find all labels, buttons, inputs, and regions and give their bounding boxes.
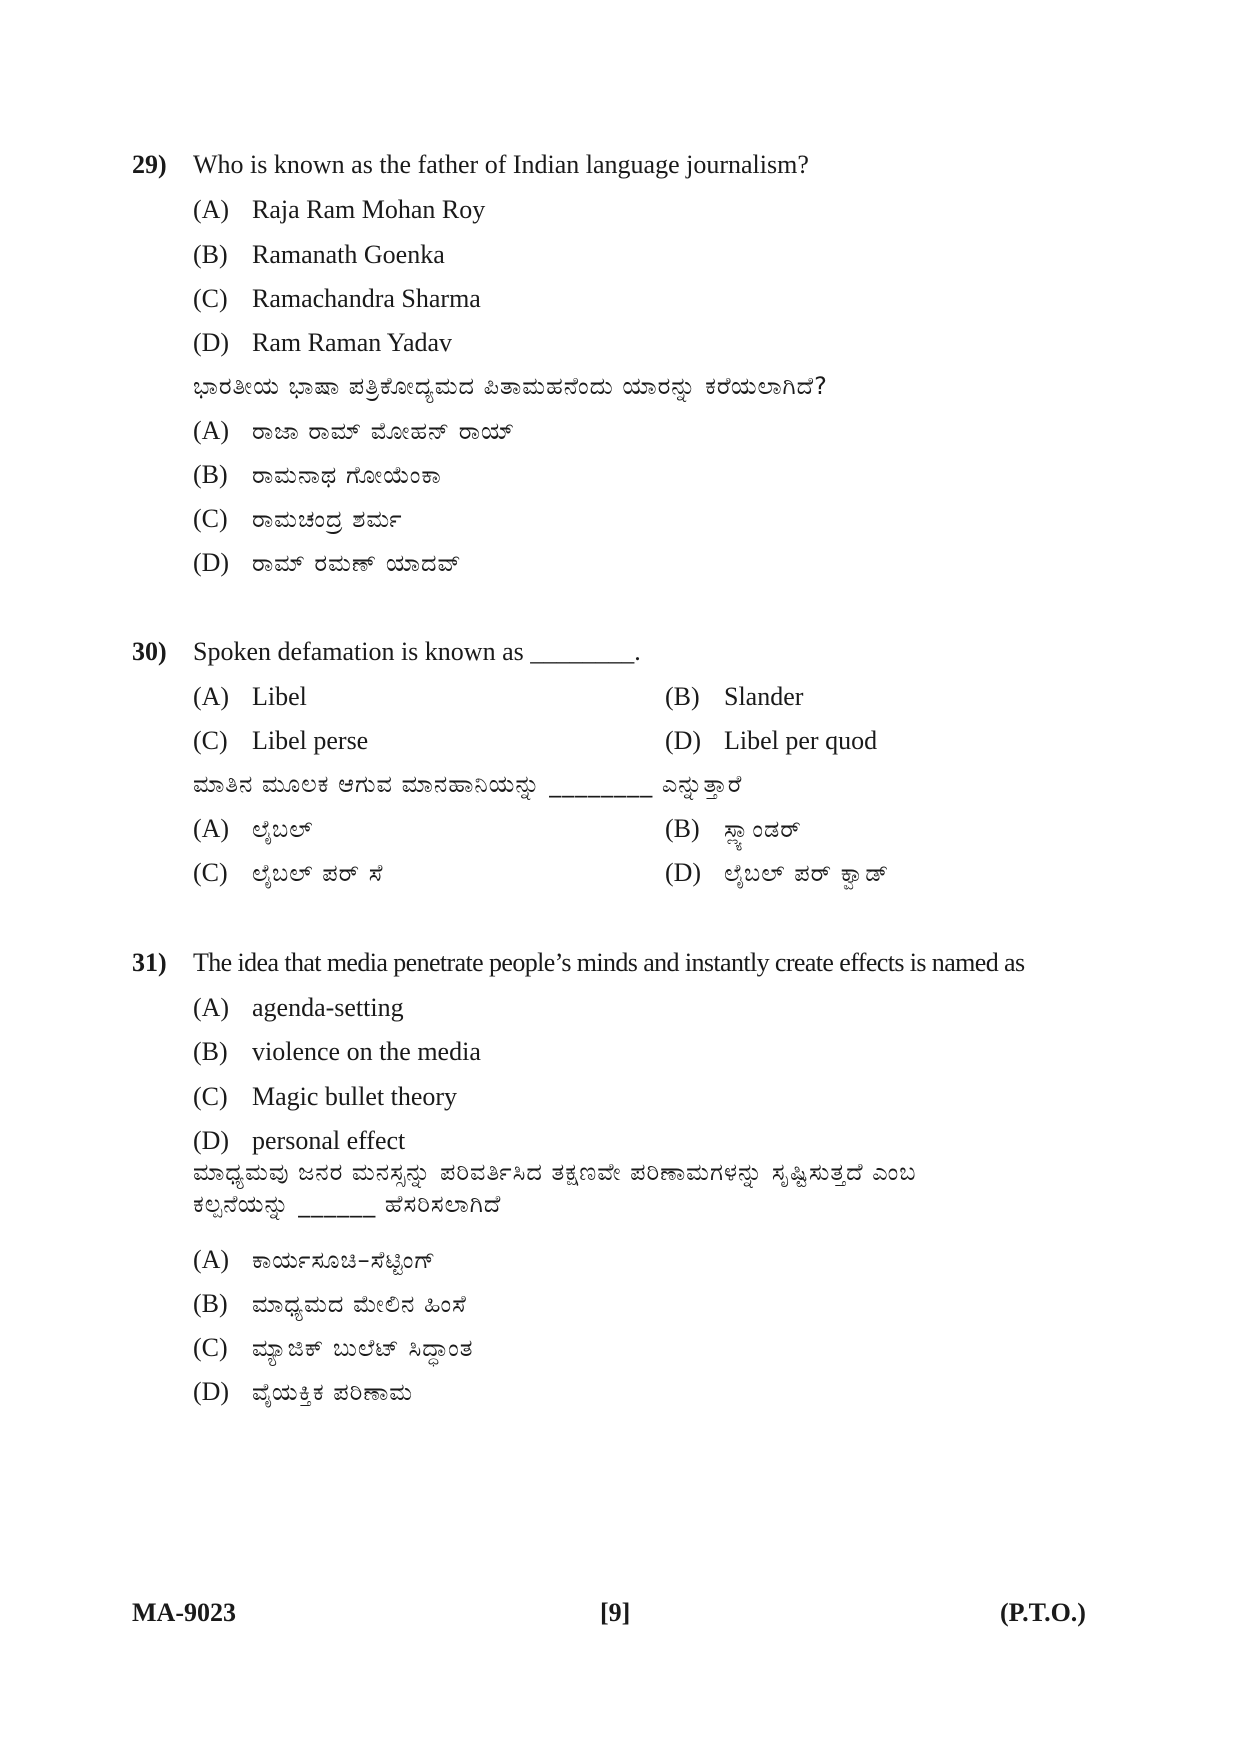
option-label: (C) xyxy=(193,284,228,313)
option-text: ಸ್ಲ್ಯಾಂಡರ್ xyxy=(724,815,802,843)
kannada-text: ಭಾರತೀಯ ಭಾಷಾ ಪತ್ರಿಕೋದ್ಯಮದ ಪಿತಾಮಹನೆಂದು ಯಾರನ್ನು ಕರೆಯಲಾಗಿದೆ? xyxy=(193,372,828,400)
option-label: (A) xyxy=(193,1245,230,1274)
option-label: (D) xyxy=(193,1126,230,1155)
kannada-text: ಮಾಧ್ಯಮವು ಜನರ ಮನಸ್ಸನ್ನು ಪರಿವರ್ತಿಸಿದ ತಕ್ಷಣವೇ ಪರಿಣಾಮಗಳನ್ನು ಸೃಷ್ಟಿಸುತ್ತದೆ ಎಂಬ xyxy=(193,1158,917,1186)
option-text: personal effect xyxy=(252,1126,406,1155)
kannada-text: ಮಾತಿನ ಮೂಲಕ ಆಗುವ ಮಾನಹಾನಿಯನ್ನು ________ ಎನ್ನುತ್ತಾರೆ xyxy=(193,770,743,798)
question-text: Spoken defamation is known as ________. xyxy=(193,637,641,666)
option-label: (D) xyxy=(193,548,230,577)
option-label: (B) xyxy=(193,460,228,489)
option-label: (B) xyxy=(193,1037,228,1066)
option-label: (D) xyxy=(193,328,230,357)
option-text: ಲೈಬಲ್ ಪರ್ ಕ್ವಾಡ್ xyxy=(724,859,890,887)
option-label: (B) xyxy=(193,1289,228,1318)
option-label: (A) xyxy=(193,993,230,1022)
option-text: violence on the media xyxy=(252,1037,481,1066)
question-text: The idea that media penetrate people’s minds and instantly create effects is named as xyxy=(193,948,1025,977)
option-text: ರಾಮನಾಥ ಗೋಯೆಂಕಾ xyxy=(252,461,442,489)
option-label: (A) xyxy=(193,195,230,224)
paper-code: MA-9023 xyxy=(132,1598,236,1627)
option-text: ಕಾರ್ಯಸೂಚಿ–ಸೆಟ್ಟಿಂಗ್ xyxy=(252,1246,437,1274)
question-number: 29) xyxy=(132,150,167,179)
option-label: (A) xyxy=(193,814,230,843)
option-label: (B) xyxy=(665,682,700,711)
option-text: ಲೈಬಲ್ xyxy=(252,815,314,843)
option-text: Ram Raman Yadav xyxy=(252,328,453,357)
option-label: (C) xyxy=(193,1333,228,1362)
question-number: 30) xyxy=(132,637,167,666)
option-label: (D) xyxy=(193,1377,230,1406)
option-label: (A) xyxy=(193,416,230,445)
option-label: (B) xyxy=(193,240,228,269)
option-text: ರಾಜಾ ರಾಮ್ ಮೋಹನ್ ರಾಯ್ xyxy=(252,417,516,445)
option-text: Libel xyxy=(252,682,307,711)
option-text: Ramanath Goenka xyxy=(252,240,445,269)
question-text: Who is known as the father of Indian language journalism? xyxy=(193,150,809,179)
option-label: (B) xyxy=(665,814,700,843)
option-text: ಮ್ಯಾಜಿಕ್ ಬುಲೆಟ್ ಸಿದ್ಧಾಂತ xyxy=(252,1334,474,1362)
pto-label: (P.T.O.) xyxy=(1000,1598,1086,1627)
option-label: (D) xyxy=(665,858,702,887)
option-text: ರಾಮ್ ರಮಣ್ ಯಾದವ್ xyxy=(252,549,462,577)
option-text: Libel per quod xyxy=(724,726,878,755)
option-label: (A) xyxy=(193,682,230,711)
option-text: ಮಾಧ್ಯಮದ ಮೇಲಿನ ಹಿಂಸೆ xyxy=(252,1290,467,1318)
option-text: agenda-setting xyxy=(252,993,404,1022)
option-text: Slander xyxy=(724,682,804,711)
option-text: ವೈಯಕ್ತಿಕ ಪರಿಣಾಮ xyxy=(252,1378,414,1406)
option-text: Libel perse xyxy=(252,726,369,755)
option-text: ಲೈಬಲ್ ಪರ್ ಸೆ xyxy=(252,859,384,887)
kannada-text: ಕಲ್ಪನೆಯನ್ನು ______ ಹೆಸರಿಸಲಾಗಿದೆ xyxy=(193,1190,502,1218)
option-text: ರಾಮಚಂದ್ರ ಶರ್ಮ xyxy=(252,505,403,533)
option-text: Raja Ram Mohan Roy xyxy=(252,195,486,224)
question-number: 31) xyxy=(132,948,167,977)
option-label: (C) xyxy=(193,504,228,533)
option-label: (D) xyxy=(665,726,702,755)
option-text: Ramachandra Sharma xyxy=(252,284,481,313)
page-number: [9] xyxy=(600,1598,631,1627)
option-label: (C) xyxy=(193,726,228,755)
option-text: Magic bullet theory xyxy=(252,1082,458,1111)
option-label: (C) xyxy=(193,1082,228,1111)
option-label: (C) xyxy=(193,858,228,887)
